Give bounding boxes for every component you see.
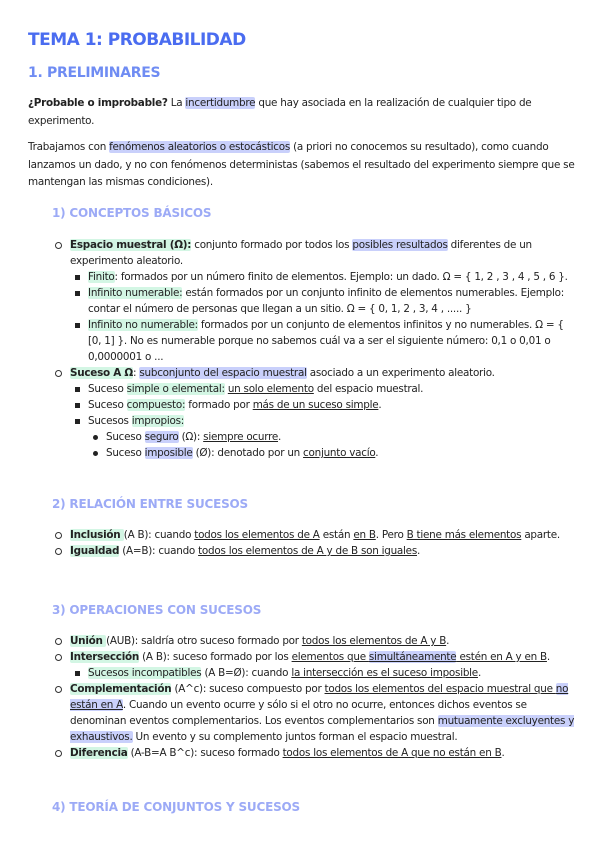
paragraph-probable: [28, 95, 576, 130]
text-run: (Ω):: [178, 431, 204, 443]
square-bullet-icon: [75, 387, 80, 392]
text-run: (A B=Ø): cuando: [201, 667, 292, 679]
text-run: (AUB): saldría otro suceso formado por: [106, 635, 302, 647]
square-bullet-icon: [75, 419, 80, 424]
list-item: [28, 527, 576, 543]
highlighted-text: no están en A: [70, 683, 569, 711]
highlighted-text: simple o elemental:: [126, 383, 225, 395]
highlighted-text: Suceso A Ω: [70, 367, 134, 379]
underlined-text: siempre ocurre: [203, 431, 279, 443]
list-item: [28, 665, 576, 681]
text-run: (A-B=A B^c): suceso formado: [127, 747, 283, 759]
highlighted-text: imposible: [144, 447, 193, 459]
text-run: están: [319, 529, 354, 541]
square-bullet-icon: [75, 403, 80, 408]
subsection-heading-operaciones: 3) OPERACIONES CON SUCESOS: [52, 603, 262, 617]
highlighted-text: Intersección: [70, 651, 140, 663]
list-item: [28, 649, 576, 665]
subsection-heading-relacion: 2) RELACIÓN ENTRE SUCESOS: [52, 497, 248, 511]
underlined-text: B tiene más elementos: [406, 529, 522, 541]
text-run: que hay asociada en la realización de cualquier tipo de experimento.: [28, 97, 532, 127]
text-run: Suceso: [106, 447, 145, 459]
list-conceptos: [28, 237, 576, 461]
text-run: : formados por un número finito de elementos. Ejemplo: un dado. Ω = { 1, 2 , 3 , 4 , 5 , 6 }.: [114, 271, 568, 283]
text-run: diferentes de un experimento aleatorio.: [70, 239, 532, 267]
text-run: ¿Probable o improbable?: [28, 97, 168, 109]
document-title: TEMA 1: PROBABILIDAD: [28, 30, 246, 50]
text-run: :: [133, 367, 140, 379]
text-run: Sucesos: [88, 415, 132, 427]
hollow-bullet-icon: [55, 370, 62, 377]
square-bullet-icon: [75, 671, 80, 676]
text-run: .: [477, 667, 482, 679]
list-item: [28, 445, 576, 461]
list-item: [28, 633, 576, 649]
square-bullet-icon: [75, 323, 80, 328]
underlined-text: todos los elementos de A: [194, 529, 320, 541]
text-run: .: [378, 399, 382, 411]
highlighted-text: Infinito numerable:: [88, 287, 183, 299]
text-run: Suceso: [88, 399, 127, 411]
text-run: Un evento y su complemento juntos forman el espacio muestral.: [132, 731, 458, 743]
highlighted-text: Igualdad: [70, 545, 120, 557]
list-item: [28, 237, 576, 269]
underlined-text: todos los elementos de A y B: [301, 635, 447, 647]
list-item: [28, 317, 576, 365]
text-run: formado por: [185, 399, 253, 411]
highlighted-text: posibles resultados: [352, 239, 448, 251]
text-run: La: [167, 97, 186, 109]
highlighted-text: mutuamente excluyentes y exhaustivos.: [70, 715, 575, 743]
text-run: (A=B): cuando: [119, 545, 199, 557]
list-item: [28, 381, 576, 397]
highlighted-text: Espacio muestral (Ω):: [70, 239, 192, 251]
text-run: .: [417, 545, 421, 557]
hollow-bullet-icon: [55, 686, 62, 693]
square-bullet-icon: [75, 275, 80, 280]
underlined-text: conjunto vacío: [303, 447, 376, 459]
section-heading-preliminares: 1. PRELIMINARES: [28, 65, 161, 81]
list-item: [28, 365, 576, 381]
text-run: (a priori no conocemos su resultado), como cuando lanzamos un dado, y no con fenómenos deterministas (sabemos el resultado del experimento siempre que se mantengan las mismas condiciones).: [28, 141, 575, 188]
underlined-text: todos los elementos de A y de B son iguales: [198, 545, 417, 557]
hollow-bullet-icon: [55, 638, 62, 645]
highlighted-text: Unión: [70, 635, 107, 647]
underlined-text: la intersección es el suceso imposible: [291, 667, 478, 679]
text-run: (A B): cuando: [123, 529, 195, 541]
text-run: . Cuando un evento ocurre y sólo si el otro no ocurre, entonces dichos eventos se denominan eventos complementarios. Los eventos complementarios son: [70, 699, 527, 727]
text-run: aparte.: [521, 529, 560, 541]
underlined-text: un solo elemento: [227, 383, 314, 395]
underlined-text: elementos que: [291, 651, 369, 663]
text-run: (A^c): suceso compuesto por: [171, 683, 325, 695]
list-item: [28, 745, 576, 761]
text-run: Suceso: [106, 431, 145, 443]
highlighted-text: Diferencia: [70, 747, 128, 759]
text-run: (Ø): denotado por un: [192, 447, 304, 459]
text-run: .: [375, 447, 379, 459]
list-relacion: [28, 527, 576, 559]
text-run: conjunto formado por todos los: [191, 239, 353, 251]
list-item: [28, 429, 576, 445]
paragraph-fenomenos: [28, 139, 576, 192]
underlined-text: todos los elementos del espacio muestral que: [324, 683, 556, 695]
hollow-bullet-icon: [55, 548, 62, 555]
list-item: [28, 285, 576, 317]
highlighted-text: seguro: [144, 431, 179, 443]
dot-bullet-icon: [93, 435, 98, 440]
highlighted-text: compuesto:: [126, 399, 186, 411]
list-item: [28, 413, 576, 429]
underlined-text: todos los elementos de A que no están en B: [282, 747, 502, 759]
underlined-text: estén en A y en B: [456, 651, 547, 663]
highlighted-text: incertidumbre: [185, 97, 256, 109]
list-item: [28, 681, 576, 745]
hollow-bullet-icon: [55, 750, 62, 757]
highlighted-text: Finito: [88, 271, 115, 283]
highlighted-text: Inclusión: [70, 529, 124, 541]
highlighted-text: impropios:: [131, 415, 185, 427]
text-run: del espacio muestral.: [313, 383, 424, 395]
text-run: . Pero: [375, 529, 407, 541]
text-run: asociado a un experimento aleatorio.: [306, 367, 495, 379]
dot-bullet-icon: [93, 451, 98, 456]
text-run: .: [546, 651, 550, 663]
text-run: .: [446, 635, 450, 647]
underlined-text: más de un suceso simple: [252, 399, 379, 411]
highlighted-text: fenómenos aleatorios o estocásticos: [109, 141, 291, 153]
text-run: formados por un conjunto de elementos infinitos y no numerables. Ω = { [0, 1] }. No es numerable porque no sabemos cuál va a ser el siguiente número: 0,1 o 0,01 o 0,0000001 o ...: [88, 319, 564, 363]
list-operaciones: [28, 633, 576, 761]
hollow-bullet-icon: [55, 242, 62, 249]
highlighted-text: subconjunto del espacio muestral: [139, 367, 307, 379]
highlighted-text: Complementación: [70, 683, 172, 695]
list-item: [28, 543, 576, 559]
text-run: Trabajamos con: [28, 141, 110, 153]
highlighted-text: Infinito no numerable:: [88, 319, 198, 331]
text-run: .: [278, 431, 282, 443]
square-bullet-icon: [75, 291, 80, 296]
hollow-bullet-icon: [55, 532, 62, 539]
subsection-heading-conceptos: 1) CONCEPTOS BÁSICOS: [52, 206, 212, 220]
list-item: [28, 269, 576, 285]
text-run: Suceso: [88, 383, 127, 395]
text-run: .: [501, 747, 505, 759]
text-run: (A B): suceso formado por los: [139, 651, 292, 663]
hollow-bullet-icon: [55, 654, 62, 661]
list-item: [28, 397, 576, 413]
text-run: están formados por un conjunto infinito de elementos numerables. Ejemplo: contar el número de personas que llegan a un sitio. Ω = { 0, 1, 2 , 3, 4 , ..... }: [88, 287, 564, 315]
highlighted-text: Sucesos incompatibles: [88, 667, 202, 679]
highlighted-text: simultáneamente: [368, 651, 457, 663]
underlined-text: en B: [353, 529, 376, 541]
subsection-heading-teoria: 4) TEORÍA DE CONJUNTOS Y SUCESOS: [52, 800, 300, 814]
